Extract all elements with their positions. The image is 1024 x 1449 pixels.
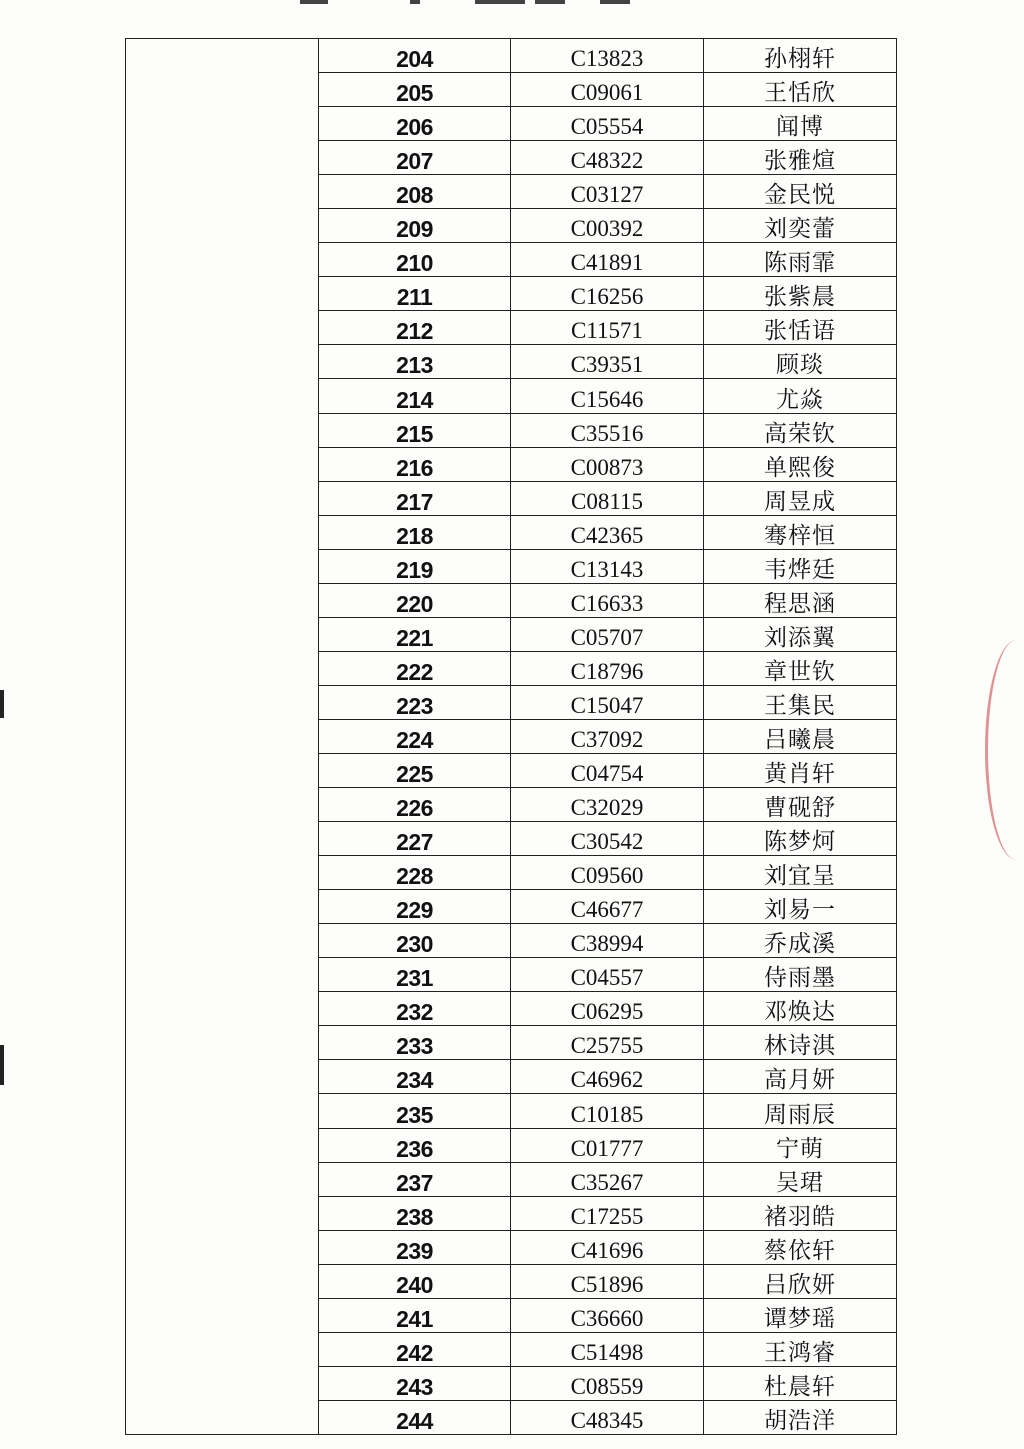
row-number: 239	[319, 1230, 511, 1264]
candidate-name: 刘宜呈	[704, 856, 897, 890]
candidate-name: 乔成溪	[704, 924, 897, 958]
candidate-code: C13823	[511, 39, 704, 73]
candidate-code: C18796	[511, 651, 704, 685]
candidate-code: C09560	[511, 856, 704, 890]
roster-table	[125, 38, 897, 1435]
candidate-code: C46677	[511, 890, 704, 924]
row-number: 228	[319, 856, 511, 890]
row-number: 216	[319, 447, 511, 481]
candidate-name: 程思涵	[704, 583, 897, 617]
candidate-code: C46962	[511, 1060, 704, 1094]
candidate-name: 王恬欣	[704, 73, 897, 107]
candidate-code: C10185	[511, 1094, 704, 1128]
candidate-name: 杜晨轩	[704, 1366, 897, 1400]
candidate-code: C15646	[511, 379, 704, 413]
candidate-name: 章世钦	[704, 651, 897, 685]
candidate-code: C48345	[511, 1400, 704, 1434]
row-number: 217	[319, 481, 511, 515]
group-cell	[126, 39, 319, 1435]
candidate-name: 陈雨霏	[704, 243, 897, 277]
candidate-code: C08115	[511, 481, 704, 515]
candidate-name: 周昱成	[704, 481, 897, 515]
candidate-code: C16256	[511, 277, 704, 311]
candidate-code: C37092	[511, 719, 704, 753]
row-number: 223	[319, 685, 511, 719]
row-number: 234	[319, 1060, 511, 1094]
row-number: 211	[319, 277, 511, 311]
candidate-code: C13143	[511, 549, 704, 583]
candidate-code: C35267	[511, 1162, 704, 1196]
row-number: 204	[319, 39, 511, 73]
candidate-name: 吴珺	[704, 1162, 897, 1196]
candidate-code: C08559	[511, 1366, 704, 1400]
top-edge-artifacts	[300, 0, 650, 6]
candidate-code: C35516	[511, 413, 704, 447]
candidate-name: 蔡依轩	[704, 1230, 897, 1264]
candidate-name: 闻博	[704, 107, 897, 141]
row-number: 229	[319, 890, 511, 924]
candidate-name: 陈梦炣	[704, 822, 897, 856]
candidate-code: C09061	[511, 73, 704, 107]
candidate-code: C41696	[511, 1230, 704, 1264]
candidate-name: 谭梦瑶	[704, 1298, 897, 1332]
row-number: 224	[319, 719, 511, 753]
candidate-code: C32029	[511, 788, 704, 822]
candidate-name: 邓焕达	[704, 992, 897, 1026]
candidate-code: C00873	[511, 447, 704, 481]
candidate-code: C38994	[511, 924, 704, 958]
candidate-code: C05554	[511, 107, 704, 141]
candidate-name: 黄肖轩	[704, 753, 897, 787]
candidate-code: C11571	[511, 311, 704, 345]
row-number: 220	[319, 583, 511, 617]
row-number: 241	[319, 1298, 511, 1332]
candidate-code: C03127	[511, 175, 704, 209]
candidate-name: 孙栩轩	[704, 39, 897, 73]
row-number: 226	[319, 788, 511, 822]
row-number: 233	[319, 1026, 511, 1060]
candidate-code: C05707	[511, 617, 704, 651]
candidate-name: 曹砚舒	[704, 788, 897, 822]
candidate-code: C51896	[511, 1264, 704, 1298]
row-number: 243	[319, 1366, 511, 1400]
row-number: 214	[319, 379, 511, 413]
candidate-code: C48322	[511, 141, 704, 175]
candidate-name: 吕欣妍	[704, 1264, 897, 1298]
row-number: 236	[319, 1128, 511, 1162]
candidate-name: 宁萌	[704, 1128, 897, 1162]
left-margin-mark	[0, 690, 4, 718]
row-number: 242	[319, 1332, 511, 1366]
candidate-code: C15047	[511, 685, 704, 719]
candidate-code: C36660	[511, 1298, 704, 1332]
candidate-name: 韦烨廷	[704, 549, 897, 583]
row-number: 206	[319, 107, 511, 141]
row-number: 210	[319, 243, 511, 277]
row-number: 208	[319, 175, 511, 209]
candidate-name: 王集民	[704, 685, 897, 719]
candidate-name: 刘奕蕾	[704, 209, 897, 243]
row-number: 221	[319, 617, 511, 651]
row-number: 205	[319, 73, 511, 107]
candidate-code: C30542	[511, 822, 704, 856]
row-number: 222	[319, 651, 511, 685]
row-number: 231	[319, 958, 511, 992]
candidate-name: 高荣钦	[704, 413, 897, 447]
row-number: 244	[319, 1400, 511, 1434]
candidate-name: 单熙俊	[704, 447, 897, 481]
row-number: 207	[319, 141, 511, 175]
candidate-name: 周雨辰	[704, 1094, 897, 1128]
candidate-name: 林诗淇	[704, 1026, 897, 1060]
row-number: 209	[319, 209, 511, 243]
row-number: 225	[319, 753, 511, 787]
left-margin-mark	[0, 1045, 4, 1085]
row-number: 227	[319, 822, 511, 856]
candidate-name: 金民悦	[704, 175, 897, 209]
candidate-code: C41891	[511, 243, 704, 277]
row-number: 212	[319, 311, 511, 345]
candidate-name: 刘易一	[704, 890, 897, 924]
candidate-name: 胡浩洋	[704, 1400, 897, 1434]
row-number: 219	[319, 549, 511, 583]
red-seal-stamp	[985, 640, 1024, 860]
candidate-name: 顾琰	[704, 345, 897, 379]
candidate-name: 张雅煊	[704, 141, 897, 175]
row-number: 232	[319, 992, 511, 1026]
roster-table-body	[126, 39, 897, 1435]
candidate-code: C17255	[511, 1196, 704, 1230]
row-number: 240	[319, 1264, 511, 1298]
candidate-name: 侍雨墨	[704, 958, 897, 992]
candidate-code: C51498	[511, 1332, 704, 1366]
candidate-name: 刘添翼	[704, 617, 897, 651]
row-number: 218	[319, 515, 511, 549]
candidate-name: 张紫晨	[704, 277, 897, 311]
candidate-name: 王鸿睿	[704, 1332, 897, 1366]
candidate-name: 高月妍	[704, 1060, 897, 1094]
row-number: 213	[319, 345, 511, 379]
candidate-name: 吕曦晨	[704, 719, 897, 753]
candidate-code: C01777	[511, 1128, 704, 1162]
candidate-code: C42365	[511, 515, 704, 549]
candidate-name: 尤焱	[704, 379, 897, 413]
candidate-code: C04557	[511, 958, 704, 992]
row-number: 237	[319, 1162, 511, 1196]
row-number: 230	[319, 924, 511, 958]
table-row	[126, 39, 897, 73]
candidate-code: C04754	[511, 753, 704, 787]
candidate-code: C06295	[511, 992, 704, 1026]
row-number: 215	[319, 413, 511, 447]
candidate-code: C00392	[511, 209, 704, 243]
row-number: 238	[319, 1196, 511, 1230]
candidate-name: 褚羽皓	[704, 1196, 897, 1230]
candidate-code: C25755	[511, 1026, 704, 1060]
candidate-name: 张恬语	[704, 311, 897, 345]
candidate-code: C16633	[511, 583, 704, 617]
row-number: 235	[319, 1094, 511, 1128]
candidate-name: 骞梓恒	[704, 515, 897, 549]
candidate-code: C39351	[511, 345, 704, 379]
